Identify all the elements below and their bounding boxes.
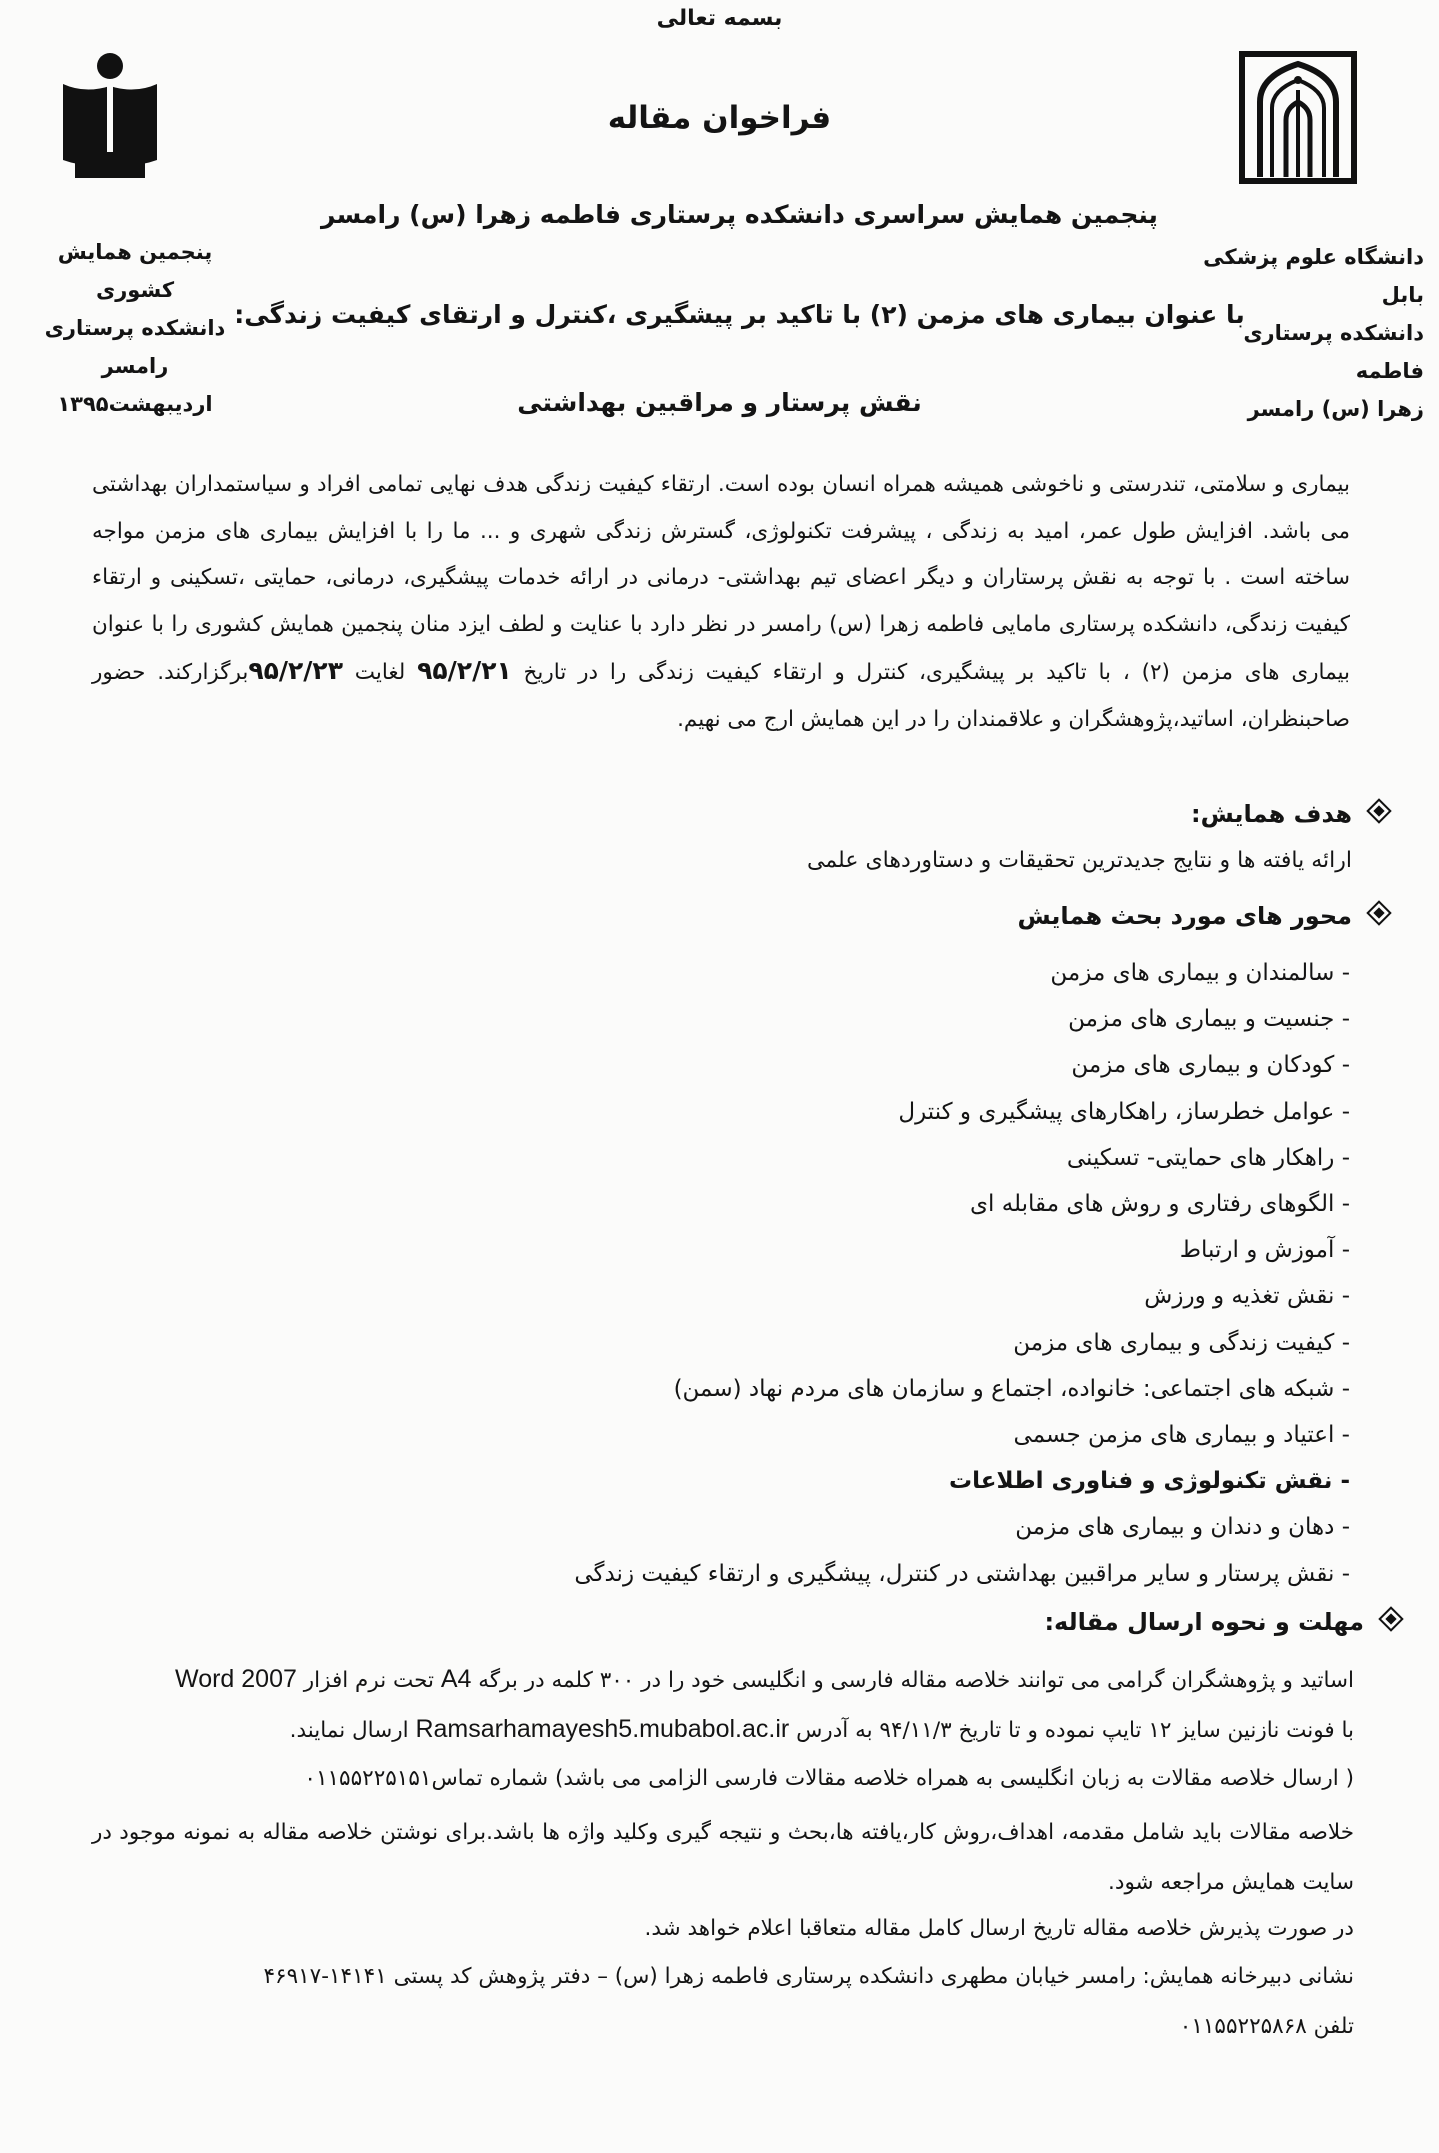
conference-info — [20, 233, 250, 423]
date-from: ۹۵/۲/۲۱ — [417, 656, 512, 685]
intro-paragraph — [92, 462, 1350, 743]
conference-title: پنجمین همایش سراسری دانشکده پرستاری فاطمه زهرا (س) رامسر — [321, 200, 1158, 229]
list-item: - نقش پرستار و سایر مراقبین بهداشتی در کنترل، پیشگیری و ارتقاء کیفیت زندگی — [574, 1560, 1350, 1587]
submission-line-1: اساتید و پژوهشگران گرامی می توانند خلاصه مقاله فارسی و انگلیسی خود را در ۳۰۰ کلمه در برگه A4 تحت نرم افزار Word 2007 — [175, 1665, 1354, 1693]
submission-line-5: در صورت پذیرش خلاصه مقاله تاریخ ارسال کامل مقاله متعاقبا اعلام خواهد شد. — [644, 1916, 1354, 1941]
date-to: ۹۵/۲/۲۳ — [248, 656, 343, 685]
intro-text: بیماری و سلامتی، تندرستی و ناخوشی همیشه همراه انسان بوده است. ارتقاء کیفیت زندگی هدف نهایی تمامی افراد و سیاستمداران بهداشتی می باشد. افزایش طول عمر، امید به زندگی ، پیشرفت تکنولوژی، گسترش زندگی شهری و ... ما را با افزایش بیماری های مزمن مواجه ساخته است . با توجه به نقش پرستاران و دیگر اعضای تیم بهداشتی- درمانی در ارائه خدمات پیشگیری، درمانی، حمایتی ،تسکینی و ارتقاء کیفیت زندگی، دانشکده پرستاری مامایی فاطمه زهرا (س) رامسر در نظر دارد با عنایت و لطف ایزد منان پنجمین همایش کشوری را با عنوان بیماری های مزمن (۲) ، با تاکید بر پیشگیری، کنترل و ارتقاء کیفیت زندگی را در تاریخ — [92, 472, 1350, 685]
secretariat-phone: تلفن ۰۱۱۵۵۲۲۵۸۶۸ — [1179, 2014, 1354, 2039]
submission-heading: مهلت و نحوه ارسال مقاله: — [800, 1608, 1400, 1636]
list-item: - آموزش و ارتباط — [1179, 1237, 1350, 1264]
list-item: - دهان و دندان و بیماری های مزمن — [1015, 1514, 1350, 1541]
submission-line-2: با فونت نازنین سایز ۱۲ تایپ نموده و تا تاریخ ۹۴/۱۱/۳ به آدرس Ramsarhamayesh5.mubabol.ac.ir ارسال نمایند. — [289, 1715, 1354, 1743]
list-item: - شبکه های اجتماعی: خانواده، اجتماع و سازمان های مردم نهاد (سمن) — [673, 1375, 1350, 1402]
submission-address-link[interactable]: Ramsarhamayesh5.mubabol.ac.ir — [415, 1715, 790, 1743]
software-name: Word 2007 — [175, 1665, 297, 1693]
conference-info-line1: پنجمین همایش کشوری — [57, 240, 213, 302]
university-name: دانشگاه علوم پزشکی بابل — [1203, 245, 1424, 307]
conference-theme: نقش پرستار و مراقبین بهداشتی — [517, 388, 922, 417]
list-item: - کودکان و بیماری های مزمن — [1071, 1052, 1350, 1079]
conference-info-line2: دانشکده پرستاری رامسر — [44, 316, 226, 378]
university-info — [1172, 238, 1424, 428]
list-item: - نقش تغذیه و ورزش — [1144, 1283, 1350, 1310]
diamond-bullet-icon — [1366, 798, 1391, 823]
list-item: - سالمندان و بیماری های مزمن — [1050, 960, 1350, 986]
list-item: - اعتیاد و بیماری های مزمن جسمی — [1013, 1422, 1350, 1449]
topics-heading: محور های مورد بحث همایش — [800, 902, 1388, 930]
intro-text-end: برگزارکند. حضور صاحبنظران، اساتید،پژوهشگران و علاقمندان را در این همایش ارج می نهیم. — [92, 660, 1350, 732]
goal-heading: هدف همایش: — [800, 800, 1388, 828]
goal-text: ارائه یافته ها و نتایج جدیدترین تحقیقات و دستاوردهای علمی — [806, 848, 1352, 873]
conference-subtitle: با عنوان بیماری های مزمن (۲) با تاکید بر پیشگیری ،کنترل و ارتقای کیفیت زندگی: — [234, 300, 1245, 329]
until-word: لغایت — [354, 660, 406, 685]
list-item: - عوامل خطرساز، راهکارهای پیشگیری و کنترل — [898, 1098, 1350, 1125]
topics-list — [560, 950, 1350, 1597]
secretariat-address: نشانی دبیرخانه همایش: رامسر خیابان مطهری دانشکده پرستاری فاطمه زهرا (س) – دفتر پژوهش کد پستی ۱۴۱۴۱-۴۶۹۱۷ — [263, 1964, 1354, 1989]
list-item: - الگوهای رفتاری و روش های مقابله ای — [970, 1191, 1350, 1218]
faculty-name: دانشکده پرستاری فاطمه — [1243, 321, 1424, 383]
page-title: فراخوان مقاله — [607, 100, 832, 136]
conference-date: اردیبهشت۱۳۹۵ — [57, 392, 213, 416]
basmala: بسمه تعالی — [656, 6, 783, 31]
diamond-bullet-icon — [1366, 900, 1391, 925]
list-item: - کیفیت زندگی و بیماری های مزمن — [1013, 1329, 1350, 1356]
submission-line-4: خلاصه مقالات باید شامل مقدمه، اهداف،روش کار،یافته ها،بحث و نتیجه گیری وکلید واژه ها باشد.برای نوشتن خلاصه مقاله به نمونه موجود در سایت همایش مراجعه شود. — [92, 1820, 1354, 1895]
list-item: - راهکار های حمایتی- تسکینی — [1066, 1144, 1350, 1171]
list-item: - نقش تکنولوژی و فناوری اطلاعات — [949, 1468, 1350, 1495]
paper-size: A4 — [440, 1665, 472, 1693]
list-item: - جنسیت و بیماری های مزمن — [1068, 1006, 1350, 1033]
submission-line-3: ( ارسال خلاصه مقالات به زبان انگلیسی به همراه خلاصه مقالات فارسی الزامی می باشد) شماره تماس۰۱۱۵۵۲۲۵۱۵۱ — [304, 1766, 1354, 1791]
faculty-location: زهرا (س) رامسر — [1247, 397, 1424, 421]
diamond-bullet-icon — [1378, 1606, 1403, 1631]
